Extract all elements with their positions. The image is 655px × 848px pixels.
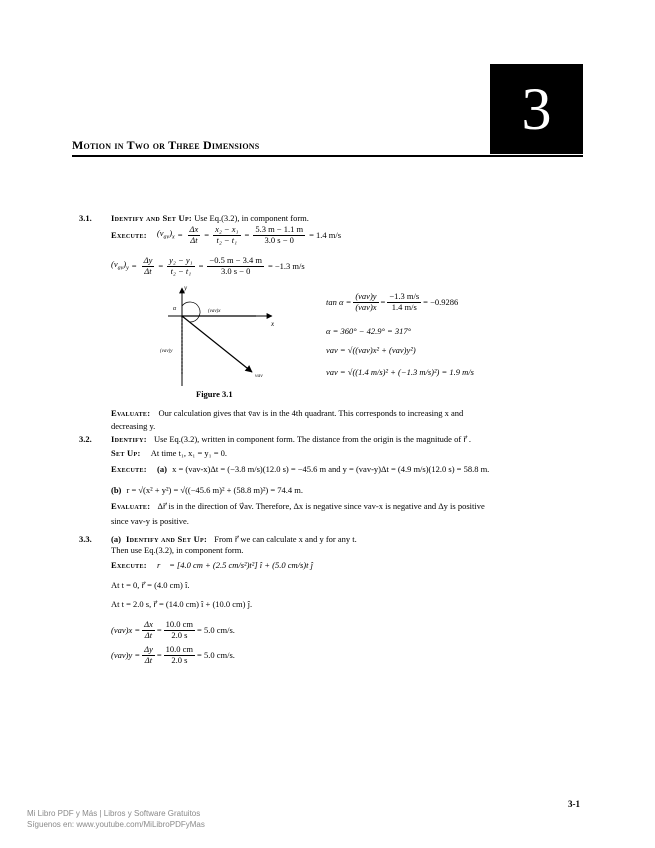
identify-text: From r⃗ we can calculate x and y for any t. xyxy=(214,534,357,544)
part-a-text: x = (vav-x)Δt = (−3.8 m/s)(12.0 s) = −45.6 m and y = (vav-y)Δt = (4.9 m/s)(12.0 s) = 58.8 m. xyxy=(172,464,490,474)
vy-lhs: $(v_{av})_y$ xyxy=(111,259,129,273)
vav-magnitude-symbolic: vav = √((vav)x² + (vav)y²) xyxy=(326,345,416,355)
identify-text: Use Eq.(3.2), in component form. xyxy=(194,213,309,223)
fraction-dy-dt: $\frac{\Delta y}{\Delta t}$ xyxy=(143,255,153,276)
identify-label: Identify: xyxy=(111,434,147,444)
vav-magnitude-values: vav = √((1.4 m/s)² + (−1.3 m/s)²) = 1.9 m/s xyxy=(326,367,474,377)
p31-evaluate-line2: decreasing y. xyxy=(111,421,156,431)
fig-alpha-label: α xyxy=(173,306,177,312)
equals: = xyxy=(158,261,164,272)
p31-evaluate xyxy=(111,408,463,418)
alpha-line: α = 360° − 42.9° = 317° xyxy=(326,326,411,336)
fraction-dx-dt: $\frac{\Delta x}{\Delta t}$ xyxy=(189,224,199,245)
fraction-dx-dt: $\frac{\Delta x}{\Delta t}$ xyxy=(144,619,153,640)
p33-at-t0: At t = 0, r⃗ = (4.0 cm) î. xyxy=(111,580,190,590)
vx-lhs: (vav)x = xyxy=(111,625,141,636)
problem-number-3-2: 3.2. xyxy=(79,434,92,444)
vy-result: = 5.0 cm/s. xyxy=(197,650,235,661)
fig-x-label: x xyxy=(271,320,275,328)
figure-caption: Figure 3.1 xyxy=(196,389,233,399)
fraction-vx-values: $\frac{5.3 m - 1.1 m}{3.0 s - 0}$ xyxy=(255,224,304,245)
tan-result: = −0.9286 xyxy=(423,297,459,308)
execute-label: Execute: xyxy=(111,464,147,474)
p31-vy-equation xyxy=(111,256,305,277)
vx-lhs: $(v_{av})_x$ xyxy=(156,228,175,242)
evaluate-text: Δr⃗ is in the direction of v⃗av. Therefore, Δx is negative since vav-x is negative and Δy is positive xyxy=(157,501,485,511)
tan-fraction-values: $\frac{-1.3 m/s}{1.4 m/s}$ xyxy=(389,291,420,312)
p33-then: Then use Eq.(3.2), in component form. xyxy=(111,545,244,555)
setup-text: At time t₁, x₁ = y₁ = 0. xyxy=(150,448,228,458)
equals: = xyxy=(380,297,386,308)
figure-3-1 xyxy=(158,282,278,388)
evaluate-text: Our calculation gives that v̄av is in the 4th quadrant. This corresponds to increasing x and xyxy=(158,408,464,418)
tan-fraction-symbolic: $\frac{\text{(vav)y}}{\text{(vav)x}}$ xyxy=(355,291,377,312)
p33-vx-equation xyxy=(111,620,235,641)
fraction-y-t: $\frac{\text{y₂ − y₁}}{\text{t₂ − t₁}}$ xyxy=(169,255,193,276)
part-a-label: (a) xyxy=(157,464,167,474)
fig-y-label: y xyxy=(184,284,188,292)
equals: = xyxy=(204,230,210,241)
equals: = xyxy=(198,261,204,272)
footer-line-2: Síguenos en: www.youtube.com/MiLibroPDFyMas xyxy=(27,820,205,829)
vy-result: = −1.3 m/s xyxy=(267,261,305,272)
vav-vector-arrow xyxy=(182,316,252,372)
fraction-dy-dt: $\frac{\Delta y}{\Delta t}$ xyxy=(144,644,153,665)
part-b-text: r = √(x² + y²) = √((−45.6 m)² + (58.8 m)²) = 74.4 m. xyxy=(126,485,303,495)
p33-vy-equation xyxy=(111,645,235,666)
p32-evaluate xyxy=(111,501,485,511)
fraction-vy-values: $\frac{10.0 cm}{2.0 s}$ xyxy=(165,644,194,665)
p32-part-b xyxy=(111,485,303,495)
fig-vy-label: (vav)y xyxy=(160,349,173,354)
fraction-x-t: $\frac{\text{x₂ − x₁}}{\text{t₂ − t₁}}$ xyxy=(215,224,239,245)
fig-vav-label: vav xyxy=(255,373,263,379)
execute-label: Execute: xyxy=(111,230,147,241)
execute-label: Execute: xyxy=(111,560,147,570)
setup-label: Set Up: xyxy=(111,448,141,458)
p32-part-a xyxy=(111,464,489,474)
evaluate-label: Evaluate: xyxy=(111,501,151,511)
identify-label: Identify and Set Up: xyxy=(126,534,208,544)
part-b-label: (b) xyxy=(111,485,122,495)
identify-label: Identify and Set Up: xyxy=(111,213,193,223)
vx-result: = 1.4 m/s xyxy=(309,230,342,241)
chapter-number-box xyxy=(490,64,583,154)
tan-alpha-equation xyxy=(326,292,458,313)
p31-vx-equation xyxy=(111,225,341,246)
page-number: 3-1 xyxy=(568,799,580,809)
equals: = xyxy=(177,230,183,241)
title-rule xyxy=(72,155,583,157)
r-equation: r⃗ = [4.0 cm + (2.5 cm/s²)t²] î + (5.0 cm/s)t ĵ xyxy=(157,560,313,570)
p32-evaluate-line2: since vav-y is positive. xyxy=(111,516,189,526)
part-a-label: (a) xyxy=(111,534,121,544)
chapter-title: Motion in Two or Three Dimensions xyxy=(72,138,260,152)
tan-lhs: tan α = xyxy=(326,297,352,308)
problem-number-3-1: 3.1. xyxy=(79,213,92,223)
p31-identify xyxy=(111,213,309,223)
p32-setup xyxy=(111,448,227,458)
p33-at-t2: At t = 2.0 s, r⃗ = (14.0 cm) î + (10.0 cm) ĵ. xyxy=(111,599,253,609)
p32-identify xyxy=(111,434,471,444)
p33-identify xyxy=(111,534,357,544)
problem-number-3-3: 3.3. xyxy=(79,534,92,544)
equals: = xyxy=(244,230,250,241)
equals: = xyxy=(156,650,162,661)
equals: = xyxy=(156,625,162,636)
p33-execute xyxy=(111,560,313,570)
chapter-number: 3 xyxy=(521,76,552,142)
fraction-vx-values: $\frac{10.0 cm}{2.0 s}$ xyxy=(165,619,194,640)
alpha-arc xyxy=(182,302,200,322)
fraction-vy-values: $\frac{-0.5 m - 3.4 m}{3.0 s - 0}$ xyxy=(209,255,262,276)
equals: = xyxy=(131,261,137,272)
identify-text: Use Eq.(3.2), written in component form. The distance from the origin is the magnitude of r⃗ . xyxy=(153,434,472,444)
evaluate-label: Evaluate: xyxy=(111,408,151,418)
fig-vx-label: (vav)x xyxy=(208,309,221,314)
footer-line-1: Mi Libro PDF y Más | Libros y Software Gratuitos xyxy=(27,809,201,818)
vx-result: = 5.0 cm/s. xyxy=(197,625,235,636)
vy-lhs: (vav)y = xyxy=(111,650,141,661)
